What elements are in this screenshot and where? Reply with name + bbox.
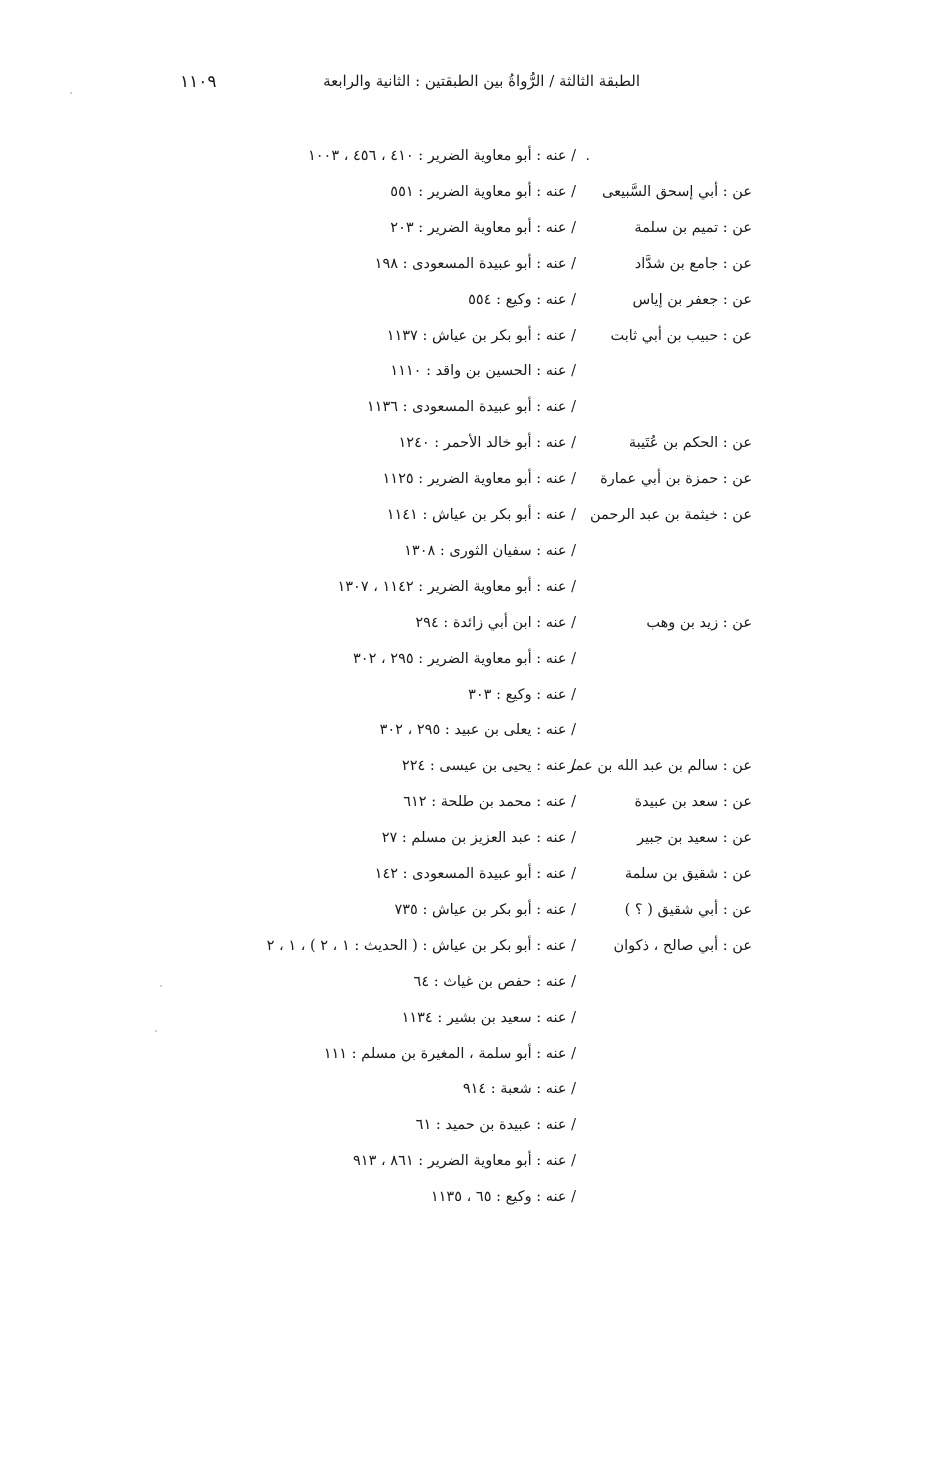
scan-speck — [155, 1030, 157, 1032]
transmission-text: / عنه : حفص بن غياث : ٦٤ — [413, 973, 576, 990]
index-entry — [0, 938, 948, 968]
scan-speck — [70, 92, 72, 94]
narrator-name: عن : سعيد بن جبير — [637, 830, 752, 847]
index-entry — [0, 1189, 948, 1219]
transmission-text: / عنه : أبو معاوية الضرير : ٨٦١ ، ٩١٣ — [353, 1153, 576, 1170]
narrator-name: عن : أبي صالح ، ذكوان — [613, 937, 752, 954]
transmission-text: / عنه : أبو عبيدة المسعودى : ١٤٢ — [374, 866, 576, 882]
transmission-text: / عنه : أبو بكر بن عياش : ( الحديث : ١ ، ٢ ) ، ١ ، ٢ — [266, 937, 576, 954]
index-entry — [0, 1081, 948, 1111]
index-entry — [0, 1010, 948, 1040]
transmission-text: / عنه : أبو عبيدة المسعودى : ١١٣٦ — [366, 399, 576, 416]
transmission-text: / عنه : أبو معاوية الضرير : ٢٩٥ ، ٣٠٢ — [353, 650, 576, 667]
narrator-name: عن : أبي شقيق ( ؟ ) — [624, 901, 752, 918]
transmission-text: / عنه : أبو بكر بن عياش : ١١٣٧ — [386, 327, 576, 344]
narrator-name: عن : جامع بن شدَّاد — [634, 255, 752, 272]
index-entry — [0, 363, 948, 393]
transmission-text: / عنه : سفيان الثورى : ١٣٠٨ — [404, 542, 576, 559]
index-entry — [0, 148, 948, 178]
narrator-name: عن : تميم بن سلمة — [634, 219, 752, 236]
index-entry — [0, 1046, 948, 1076]
index-entry — [0, 292, 948, 322]
index-entry — [0, 758, 948, 788]
transmission-text: / عنه : أبو عبيدة المسعودى : ١٩٨ — [374, 255, 576, 272]
transmission-text: / عنه : أبو خالد الأحمر : ١٢٤٠ — [398, 435, 576, 452]
narrator-name: عن : شقيق بن سلمة — [624, 866, 752, 882]
narrator-name: عن : سالم بن عبد الله بن عمر — [567, 758, 752, 775]
index-entry — [0, 866, 948, 896]
index-entry — [0, 399, 948, 429]
transmission-text: / عنه : وكيع : ٥٥٤ — [468, 291, 576, 308]
index-entry — [0, 543, 948, 573]
transmission-text: / عنه : أبو معاوية الضرير : ٥٥١ — [390, 183, 576, 200]
index-entry — [0, 974, 948, 1004]
index-entry — [0, 220, 948, 250]
index-entry — [0, 687, 948, 717]
transmission-text: / عنه : وكيع : ٦٥ ، ١١٣٥ — [430, 1189, 576, 1206]
index-entry — [0, 184, 948, 214]
narrator-name: عن : زيد بن وهب — [646, 614, 752, 631]
index-entry — [0, 435, 948, 465]
narrator-name: عن : سعد بن عبيدة — [634, 794, 752, 811]
transmission-text: / عنه : سعيد بن بشير : ١١٣٤ — [401, 1009, 576, 1026]
narrator-name: عن : خيثمة بن عبد الرحمن — [589, 507, 752, 523]
transmission-text: / عنه : الحسين بن واقد : ١١١٠ — [390, 363, 576, 380]
scan-speck — [160, 985, 162, 987]
index-entry — [0, 471, 948, 501]
transmission-text: / عنه : أبو معاوية الضرير : ٢٠٣ — [390, 219, 576, 236]
narrator-name: عن : الحكم بن عُتَيبة — [628, 435, 752, 452]
index-entry — [0, 328, 948, 358]
transmission-text: / عنه : أبو بكر بن عياش : ١١٤١ — [386, 507, 576, 523]
index-entry — [0, 830, 948, 860]
narrator-name: عن : حبيب بن أبي ثابت — [610, 327, 752, 344]
transmission-text: / عنه : أبو سلمة ، المغيرة بن مسلم : ١١١ — [323, 1045, 576, 1062]
index-entry — [0, 256, 948, 286]
transmission-text: / عنه : عبد العزيز بن مسلم : ٢٧ — [381, 830, 576, 847]
index-entry — [0, 902, 948, 932]
transmission-text: / عنه : شعبة : ٩١٤ — [462, 1081, 576, 1098]
index-entry — [0, 507, 948, 537]
transmission-text: / عنه : عبيدة بن حميد : ٦١ — [415, 1117, 576, 1134]
narrator-name: عن : أبي إسحق السَّبيعى — [601, 183, 752, 200]
index-entry — [0, 615, 948, 645]
index-entry — [0, 1153, 948, 1183]
page-number: ١١٠٩ — [180, 72, 217, 92]
narrator-name: عن : حمزة بن أبي عمارة — [600, 471, 752, 488]
transmission-text: / عنه : أبو معاوية الضرير : ٤١٠ ، ٤٥٦ ، ١٠٠٣ — [307, 148, 576, 164]
transmission-text: / عنه : أبو معاوية الضرير : ١١٢٥ — [382, 471, 576, 488]
entry-marker: . — [585, 148, 590, 164]
index-entry — [0, 579, 948, 609]
transmission-text: / عنه : محمد بن طلحة : ٦١٢ — [403, 794, 576, 811]
transmission-text: / عنه : أبو معاوية الضرير : ١١٤٢ ، ١٣٠٧ — [337, 578, 576, 595]
narrator-name: عن : جعفر بن إياس — [632, 291, 752, 308]
index-entry — [0, 722, 948, 752]
transmission-text: / عنه : أبو بكر بن عياش : ٧٣٥ — [394, 901, 576, 918]
transmission-text: / عنه : يعلى بن عبيد : ٢٩٥ ، ٣٠٢ — [379, 722, 576, 739]
transmission-text: / عنه : ابن أبي زائدة : ٢٩٤ — [415, 614, 576, 631]
running-title: الطبقة الثالثة / الرُّواةُ بين الطبقتين : الثانية والرابعة — [323, 72, 640, 90]
index-entry — [0, 794, 948, 824]
transmission-text: / عنه : يحيى بن عيسى : ٢٢٤ — [401, 758, 576, 775]
index-entry — [0, 651, 948, 681]
index-entry — [0, 1117, 948, 1147]
transmission-text: / عنه : وكيع : ٣٠٣ — [468, 686, 576, 703]
